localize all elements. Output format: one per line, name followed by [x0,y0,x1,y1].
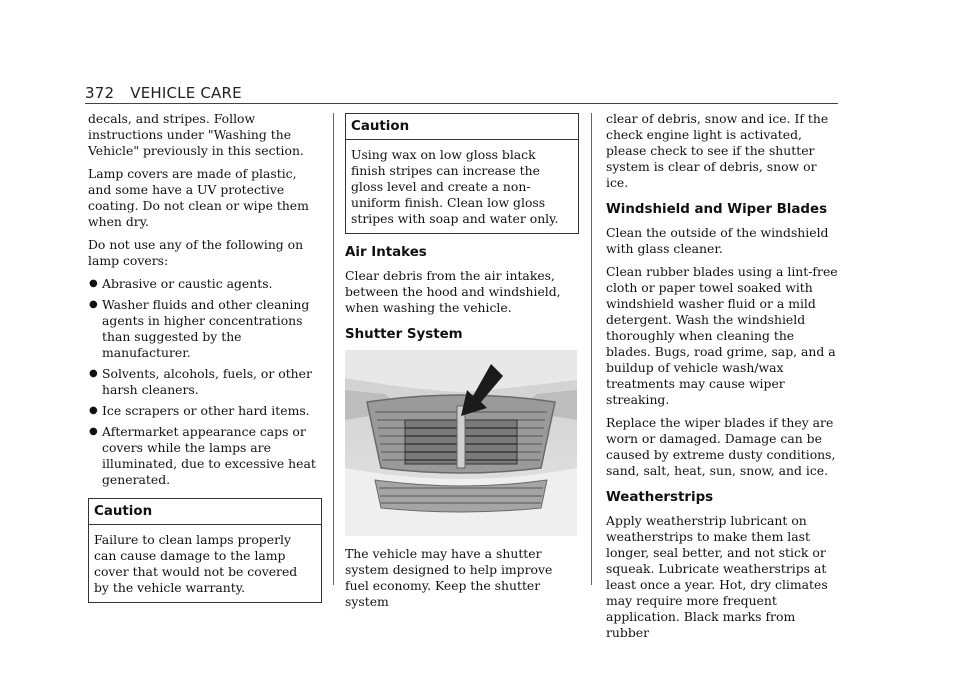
list-item: ● Solvents, alcohols, fuels, or other harsh cleaners. [89,366,312,397]
column-divider [333,113,334,585]
list-item: ● Abrasive or caustic agents. [89,276,273,291]
lamp-cover-list [88,276,322,488]
section-heading: Weatherstrips [606,490,714,505]
caution-text: Using wax on low gloss black finish stripes can increase the gloss level and create a non-uniform finish. Clean low gloss stripes with soap and water only. [351,147,559,226]
paragraph: Replace the wiper blades if they are worn or damaged. Damage can be caused by extreme dusty conditions, sand, salt, heat, sun, snow, and ice. [606,415,836,478]
column-1 [88,111,322,612]
bullet-icon: ● [89,368,98,379]
list-item: ● Washer fluids and other cleaning agents in higher concentrations than suggested by the manufacturer. [89,297,310,360]
paragraph: Clean rubber blades using a lint-free cloth or paper towel soaked with windshield washer fluid or a mild detergent. Wash the windshield thoroughly when cleaning the blades. Bugs, road grime, sap, and a buildup of vehicle wash/wax treatments may cause wiper streaking. [606,264,838,407]
caution-box [345,113,579,234]
paragraph: clear of debris, snow and ice. If the check engine light is activated, please check to see if the shutter system is clear of debris, snow or ice. [606,111,829,190]
page-number: 372 [85,84,115,102]
section-heading: Air Intakes [345,245,427,260]
paragraph: Apply weatherstrip lubricant on weatherstrips to make them last longer, seal better, and not stick or squeak. Lubricate weatherstrips at least once a year. Hot, dry climates may require more frequent application. Black marks from rubber [606,513,828,640]
bullet-icon: ● [89,426,98,437]
caution-title: Caution [89,499,321,525]
column-2 [345,110,579,617]
caution-box [88,498,322,603]
section-heading: Shutter System [345,327,463,342]
list-item: ● Ice scrapers or other hard items. [89,403,310,418]
list-item: ● Aftermarket appearance caps or covers while the lamps are illuminated, due to excessive heat generated. [89,424,316,487]
header-rule [85,103,838,104]
paragraph: Do not use any of the following on lamp covers: [88,237,304,268]
paragraph: Clean the outside of the windshield with glass cleaner. [606,225,829,256]
column-divider [591,113,592,585]
paragraph: Lamp covers are made of plastic, and some have a UV protective coating. Do not clean or wipe them when dry. [88,166,309,229]
bullet-icon: ● [89,299,98,310]
page-header [85,84,242,102]
section-title: VEHICLE CARE [130,84,242,102]
shutter-system-illustration [345,350,577,536]
paragraph: decals, and stripes. Follow instructions under "Washing the Vehicle" previously in this section. [88,111,304,158]
paragraph: The vehicle may have a shutter system designed to help improve fuel economy. Keep the shutter system [345,546,553,609]
section-heading: Windshield and Wiper Blades [606,202,828,217]
caution-title: Caution [346,114,578,140]
column-3 [606,111,838,648]
bullet-icon: ● [89,405,98,416]
caution-text: Failure to clean lamps properly can cause damage to the lamp cover that would not be covered by the vehicle warranty. [94,532,298,595]
paragraph: Clear debris from the air intakes, between the hood and windshield, when washing the vehicle. [345,268,561,315]
car-front-grille-image [345,350,577,536]
bullet-icon: ● [89,278,98,289]
